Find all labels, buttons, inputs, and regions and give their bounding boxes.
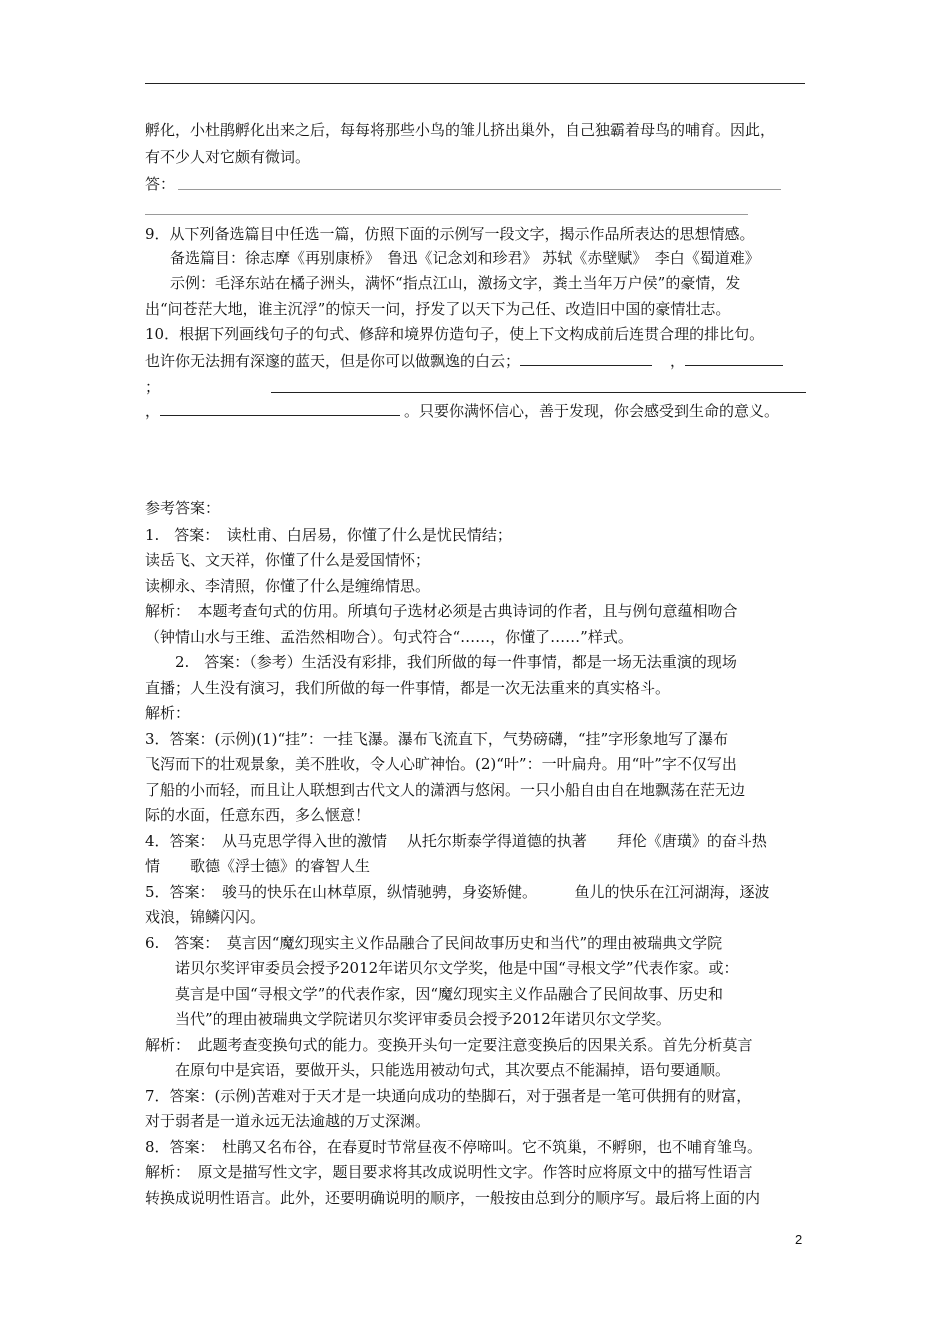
answer-blank-line-1 (178, 189, 781, 190)
answer-line: 直播；人生没有演习，我们所做的每一件事情，都是一次无法重来的真实格斗。 (145, 679, 671, 697)
fill-blank[interactable] (520, 351, 652, 366)
page-number: 2 (795, 1232, 803, 1247)
question-10-prompt: 也许你无法拥有深邃的蓝天，但是你可以做飘逸的白云； (145, 352, 521, 370)
comma: ， (670, 352, 686, 370)
question-9: 9．从下列备选篇目中任选一篇，仿照下面的示例写一段文字，揭示作品所表达的思想情感。 (145, 225, 755, 243)
answer-line: 了船的小而轻，而且让人联想到古代文人的潇洒与悠闲。一只小船自由自在地飘荡在茫无边 (145, 781, 746, 799)
answer-line: 际的水面，任意东西，多么惬意！ (145, 806, 371, 824)
semicolon-mark: ； (145, 378, 161, 396)
answer-line: 3．答案：(示例)(1)“挂”：一挂飞瀑。瀑布飞流直下，气势磅礴，“挂”字形象地写了瀑布 (145, 730, 729, 748)
analysis-line: 解析： 此题考查变换句式的能力。变换开头句一定要注意变换后的因果关系。首先分析莫言 (145, 1036, 753, 1054)
question-9-options: 备选篇目：徐志摩《再别康桥》 鲁迅《记念刘和珍君》 苏轼《赤壁赋》 李白《蜀道难》 (170, 249, 760, 267)
analysis-line: （钟情山水与王维、孟浩然相吻合）。句式符合“……，你懂了……”样式。 (145, 628, 633, 646)
header-rule (145, 83, 805, 84)
text-line: 孵化，小杜鹃孵化出来之后，每每将那些小鸟的雏儿挤出巢外，自己独霸着母鸟的哺育。因此， (145, 121, 776, 139)
fill-blank[interactable] (160, 401, 400, 416)
answer-line: 6. 答案： 莫言因“魔幻现实主义作品融合了民间故事历史和当代”的理由被瑞典文学院 (145, 934, 723, 952)
text-line: 有不少人对它颇有微词。 (145, 148, 311, 166)
answer-line: 对于弱者是一道永远无法逾越的万丈深渊。 (145, 1112, 431, 1130)
answer-line: 5．答案： 骏马的快乐在山林草原，纵情驰骋，身姿矫健。 鱼儿的快乐在江河湖海，逐波 (145, 883, 770, 901)
answer-line: 1. 答案： 读杜甫、白居易，你懂了什么是忧民情结； (145, 526, 512, 544)
analysis-line: 解析： 本题考查句式的仿用。所填句子选材必须是古典诗词的作者，且与例句意蕴相吻合 (145, 602, 738, 620)
question-10: 10．根据下列画线句子的句式、修辞和境界仿造句子，使上下文构成前后连贯合理的排比句。 (145, 325, 765, 343)
answer-line: 读岳飞、文天祥，你懂了什么是爱国情怀； (145, 551, 431, 569)
analysis-line: 解析： (145, 704, 191, 722)
answer-label: 答： (145, 175, 176, 193)
question-9-example: 出“问苍茫大地，谁主沉浮”的惊天一问，抒发了以天下为己任、改造旧中国的豪情壮志。 (145, 300, 731, 318)
comma: ， (145, 402, 161, 420)
answer-blank-line-2 (145, 214, 748, 215)
analysis-line: 解析： 原文是描写性文字，题目要求将其改成说明性文字。作答时应将原文中的描写性语言 (145, 1163, 753, 1181)
answer-line: 读柳永、李清照，你懂了什么是缠绵情思。 (145, 577, 431, 595)
fill-blank[interactable] (271, 392, 806, 393)
analysis-line: 转换成说明性语言。此外，还要明确说明的顺序，一般按由总到分的顺序写。最后将上面的内 (145, 1189, 761, 1207)
answer-line: 戏浪，锦鳞闪闪。 (145, 908, 266, 926)
answer-line: 诺贝尔奖评审委员会授予2012年诺贝尔文学奖，他是中国“寻根文学”代表作家。或： (175, 959, 739, 977)
question-10-ending: 。只要你满怀信心，善于发现，你会感受到生命的意义。 (404, 402, 780, 420)
answer-line: 4．答案： 从马克思学得入世的激情 从托尔斯泰学得道德的执著 拜伦《唐璜》的奋斗热 (145, 832, 767, 850)
answer-line: 7．答案：(示例)苦难对于天才是一块通向成功的垫脚石，对于强者是一笔可供拥有的财富， (145, 1087, 752, 1105)
question-10-line (145, 401, 779, 421)
reference-answers-title: 参考答案： (145, 499, 221, 517)
answer-line: 2. 答案：（参考）生活没有彩排，我们所做的每一件事情，都是一场无法重演的现场 (175, 653, 737, 671)
fill-blank[interactable] (685, 351, 783, 366)
answer-line: 8．答案： 杜鹃又名布谷，在春夏时节常昼夜不停啼叫。它不筑巢，不孵卵，也不哺育雏鸟。 (145, 1138, 763, 1156)
answer-line: 情 歌德《浮士德》的睿智人生 (145, 857, 371, 875)
question-10-line (145, 351, 783, 371)
answer-line: 莫言是中国“寻根文学”的代表作家，因“魔幻现实主义作品融合了民间故事、历史和 (175, 985, 724, 1003)
analysis-line: 在原句中是宾语，要做开头，只能选用被动句式，其次要点不能漏掉，语句要通顺。 (175, 1061, 731, 1079)
answer-line: 当代”的理由被瑞典文学院诺贝尔奖评审委员会授予2012年诺贝尔文学奖。 (175, 1010, 671, 1028)
question-9-example: 示例：毛泽东站在橘子洲头，满怀“指点江山，激扬文字，粪土当年万户侯”的豪情，发 (170, 274, 741, 292)
answer-line: 飞泻而下的壮观景象，美不胜收，令人心旷神怡。(2)“叶”：一叶扁舟。用“叶”字不仅写出 (145, 755, 737, 773)
